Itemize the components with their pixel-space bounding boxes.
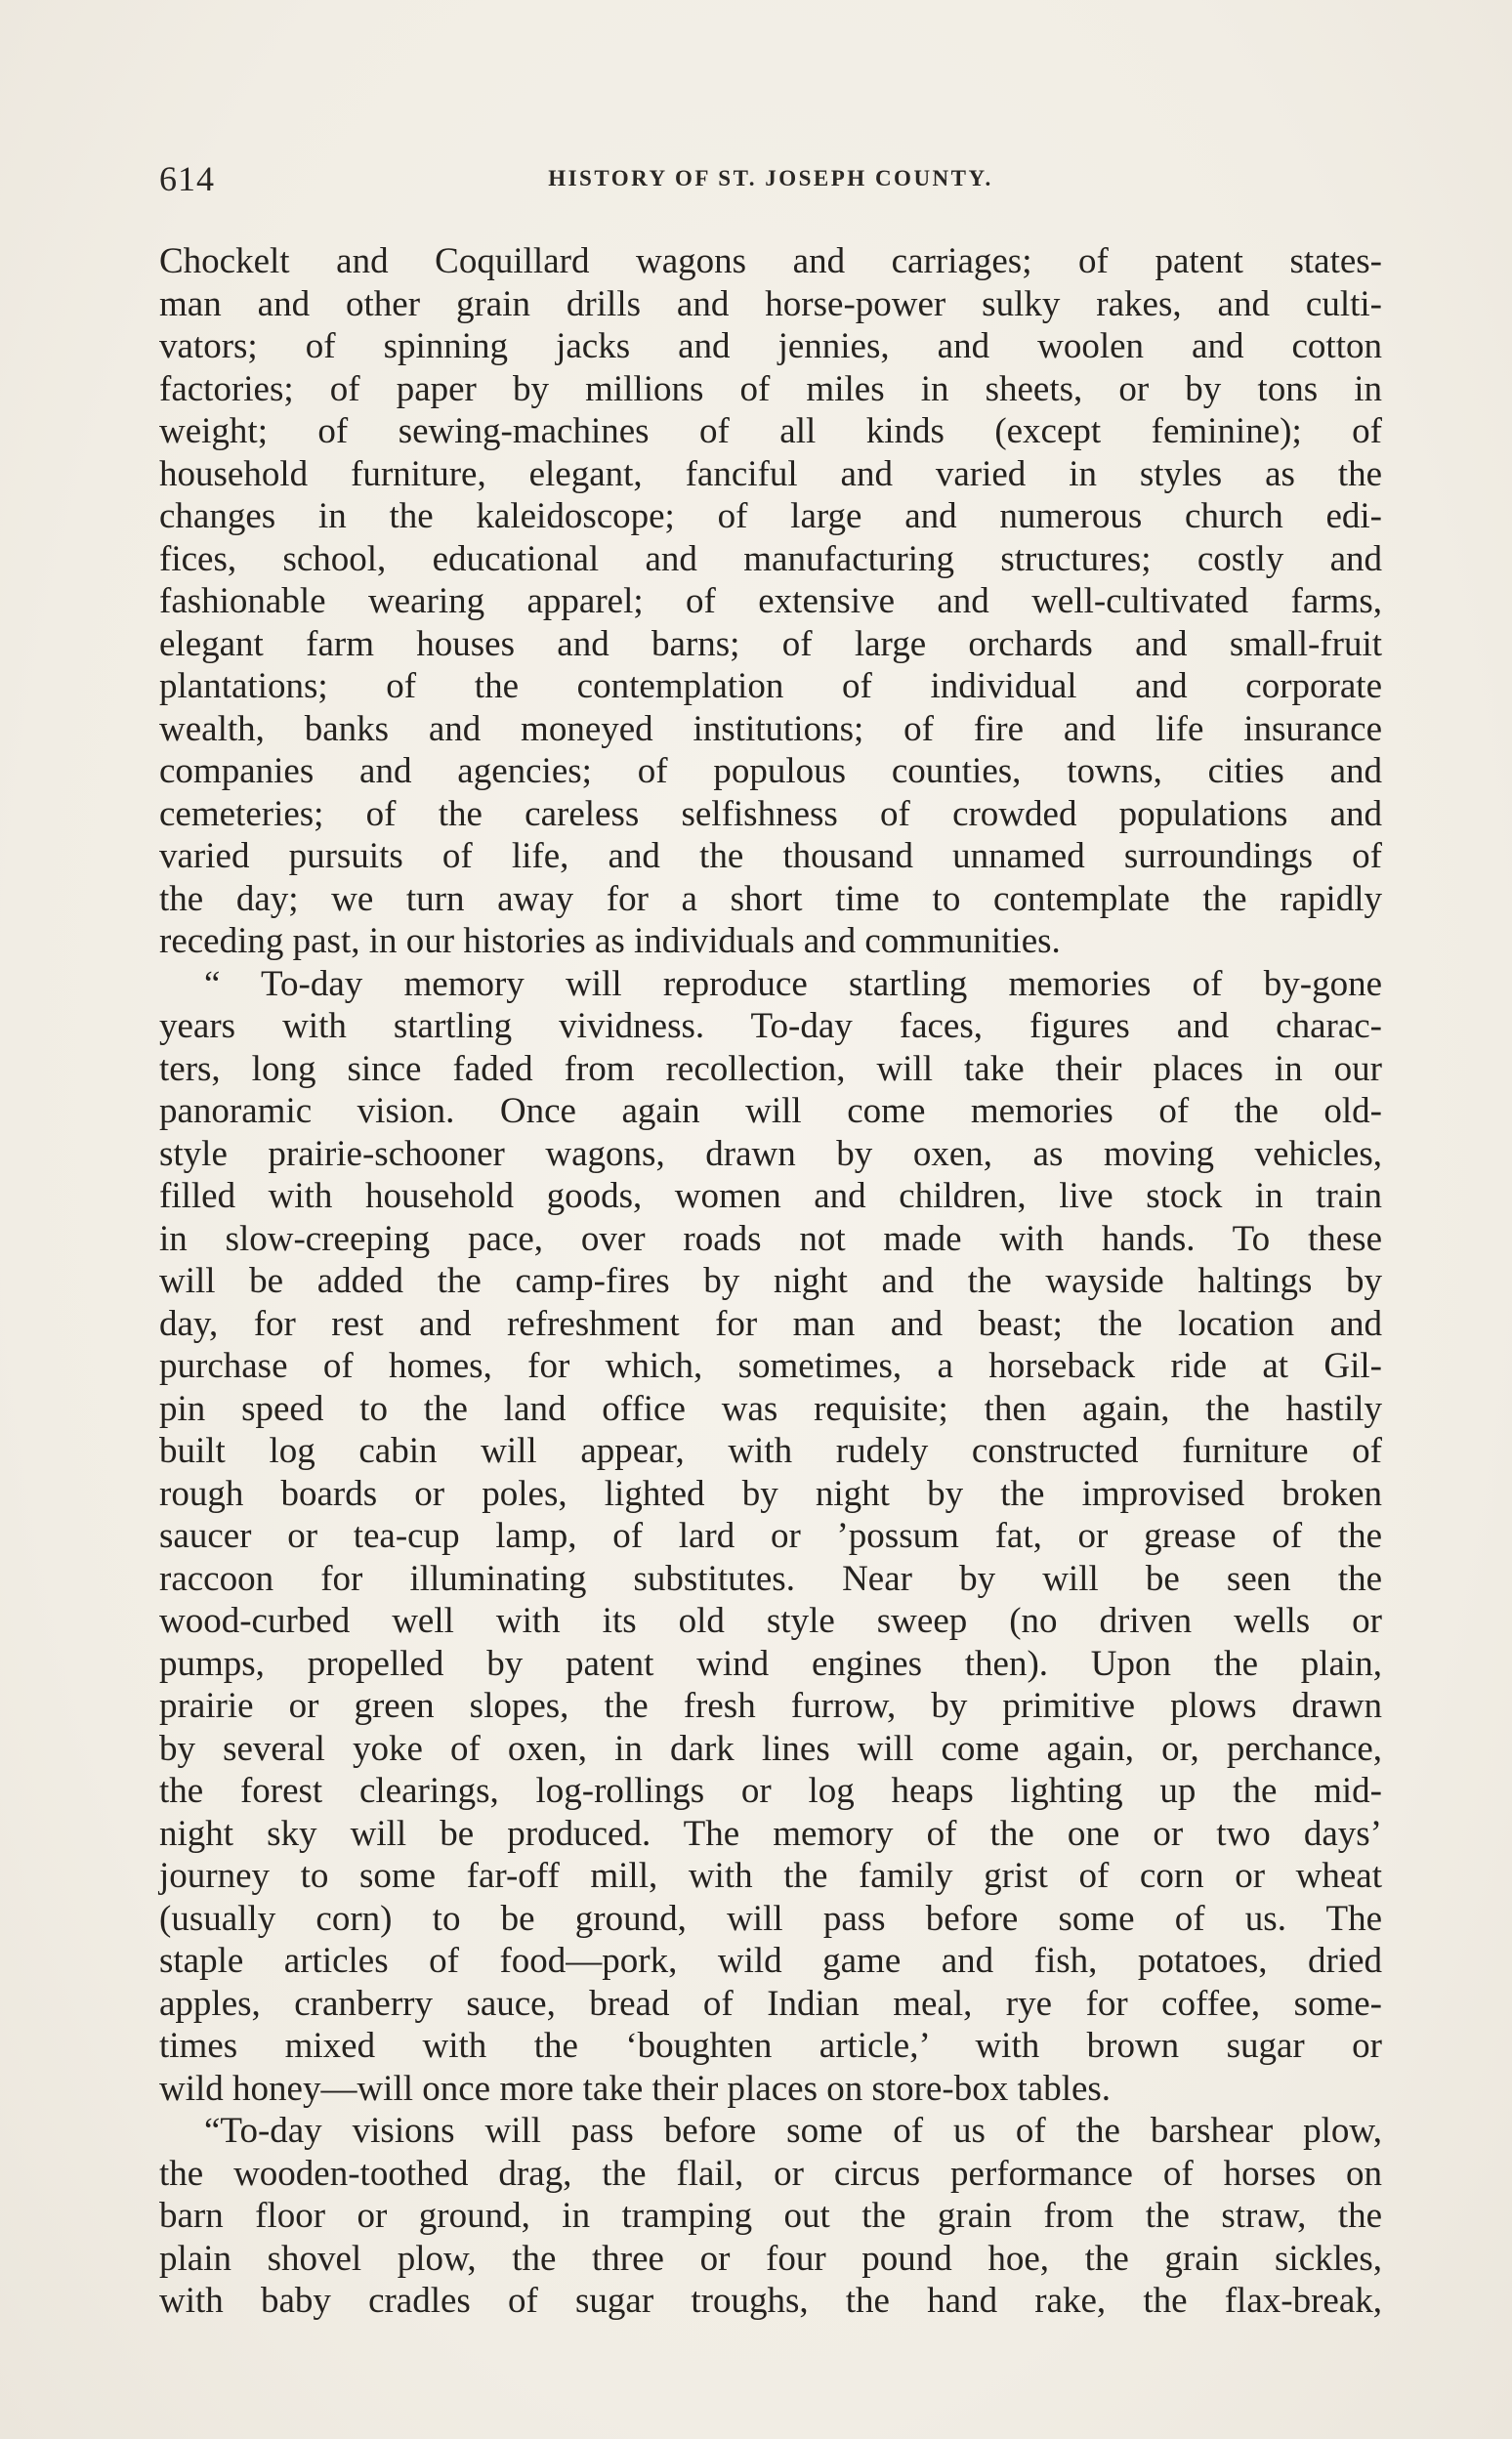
text-line: varied pursuits of life, and the thousand unnamed surroundings of <box>159 836 1382 876</box>
text-line: (usually corn) to be ground, will pass before some of us. The <box>159 1898 1382 1939</box>
text-line: style prairie-schooner wagons, drawn by oxen, as moving vehicles, <box>159 1133 1382 1174</box>
text-line: changes in the kaleidoscope; of large and numerous church edi- <box>159 496 1382 536</box>
text-line: night sky will be produced. The memory of the one or two days’ <box>159 1813 1382 1854</box>
body-text <box>159 240 1382 2323</box>
text-line: by several yoke of oxen, in dark lines will come again, or, perchance, <box>159 1728 1382 1769</box>
text-line: journey to some far-off mill, with the family grist of corn or wheat <box>159 1856 1382 1896</box>
text-line: apples, cranberry sauce, bread of Indian meal, rye for coffee, some- <box>159 1983 1382 2024</box>
text-line: factories; of paper by millions of miles in sheets, or by tons in <box>159 368 1382 409</box>
text-line: wild honey—will once more take their places on store-box tables. <box>159 2068 1112 2109</box>
text-line: receding past, in our histories as individuals and communities. <box>159 921 1061 961</box>
text-line: prairie or green slopes, the fresh furrow, by primitive plows drawn <box>159 1686 1382 1726</box>
text-line: built log cabin will appear, with rudely constructed furniture of <box>159 1431 1382 1471</box>
text-line: fices, school, educational and manufacturing structures; costly and <box>159 538 1382 579</box>
text-line: day, for rest and refreshment for man and beast; the location and <box>159 1303 1382 1344</box>
text-line: companies and agencies; of populous counties, towns, cities and <box>159 751 1382 791</box>
page-number: 614 <box>159 159 215 198</box>
text-line: years with startling vividness. To-day faces, figures and charac- <box>159 1006 1382 1046</box>
text-line: wood-curbed well with its old style sweep (no driven wells or <box>159 1601 1382 1641</box>
text-line: purchase of homes, for which, sometimes, a horseback ride at Gil- <box>159 1346 1382 1386</box>
text-line: Chockelt and Coquillard wagons and carriages; of patent states- <box>159 241 1382 281</box>
text-line: will be added the camp-fires by night and the wayside haltings by <box>159 1261 1382 1301</box>
text-line: “ To-day memory will reproduce startling memories of by-gone <box>204 963 1382 1004</box>
text-line: times mixed with the ‘boughten article,’ with brown sugar or <box>159 2026 1382 2066</box>
text-line: the wooden-toothed drag, the flail, or circus performance of horses on <box>159 2153 1382 2194</box>
text-line: in slow-creeping pace, over roads not made with hands. To these <box>159 1218 1382 1259</box>
text-line: saucer or tea-cup lamp, of lard or ’possum fat, or grease of the <box>159 1516 1382 1556</box>
text-line: “To-day visions will pass before some of us of the barshear plow, <box>204 2111 1382 2151</box>
text-line: staple articles of food—pork, wild game and fish, potatoes, dried <box>159 1941 1382 1981</box>
text-line: the day; we turn away for a short time to contemplate the rapidly <box>159 878 1382 919</box>
text-line: filled with household goods, women and children, live stock in train <box>159 1176 1382 1216</box>
page-header <box>159 158 1382 205</box>
text-line: cemeteries; of the careless selfishness of crowded populations and <box>159 793 1382 834</box>
text-line: barn floor or ground, in tramping out the grain from the straw, the <box>159 2196 1382 2236</box>
text-line: weight; of sewing-machines of all kinds (except feminine); of <box>159 411 1382 451</box>
running-head: HISTORY OF ST. JOSEPH COUNTY. <box>548 166 993 190</box>
text-line: ters, long since faded from recollection, will take their places in our <box>159 1048 1382 1089</box>
text-line: elegant farm houses and barns; of large orchards and small-fruit <box>159 623 1382 664</box>
text-line: man and other grain drills and horse-power sulky rakes, and culti- <box>159 283 1382 324</box>
text-line: plain shovel plow, the three or four pound hoe, the grain sickles, <box>159 2238 1382 2279</box>
text-line: rough boards or poles, lighted by night by the improvised broken <box>159 1473 1382 1514</box>
text-line: with baby cradles of sugar troughs, the hand rake, the flax-break, <box>159 2281 1382 2321</box>
text-line: pin speed to the land office was requisite; then again, the hastily <box>159 1388 1382 1429</box>
text-line: vators; of spinning jacks and jennies, and woolen and cotton <box>159 326 1382 366</box>
text-line: household furniture, elegant, fanciful and varied in styles as the <box>159 453 1382 494</box>
text-line: wealth, banks and moneyed institutions; of fire and life insurance <box>159 708 1382 749</box>
text-line: panoramic vision. Once again will come memories of the old- <box>159 1091 1382 1131</box>
text-line: the forest clearings, log-rollings or log heaps lighting up the mid- <box>159 1771 1382 1811</box>
text-line: pumps, propelled by patent wind engines then). Upon the plain, <box>159 1643 1382 1684</box>
text-line: plantations; of the contemplation of individual and corporate <box>159 666 1382 706</box>
text-line: raccoon for illuminating substitutes. Near by will be seen the <box>159 1558 1382 1599</box>
text-line: fashionable wearing apparel; of extensive and well-cultivated farms, <box>159 581 1382 621</box>
